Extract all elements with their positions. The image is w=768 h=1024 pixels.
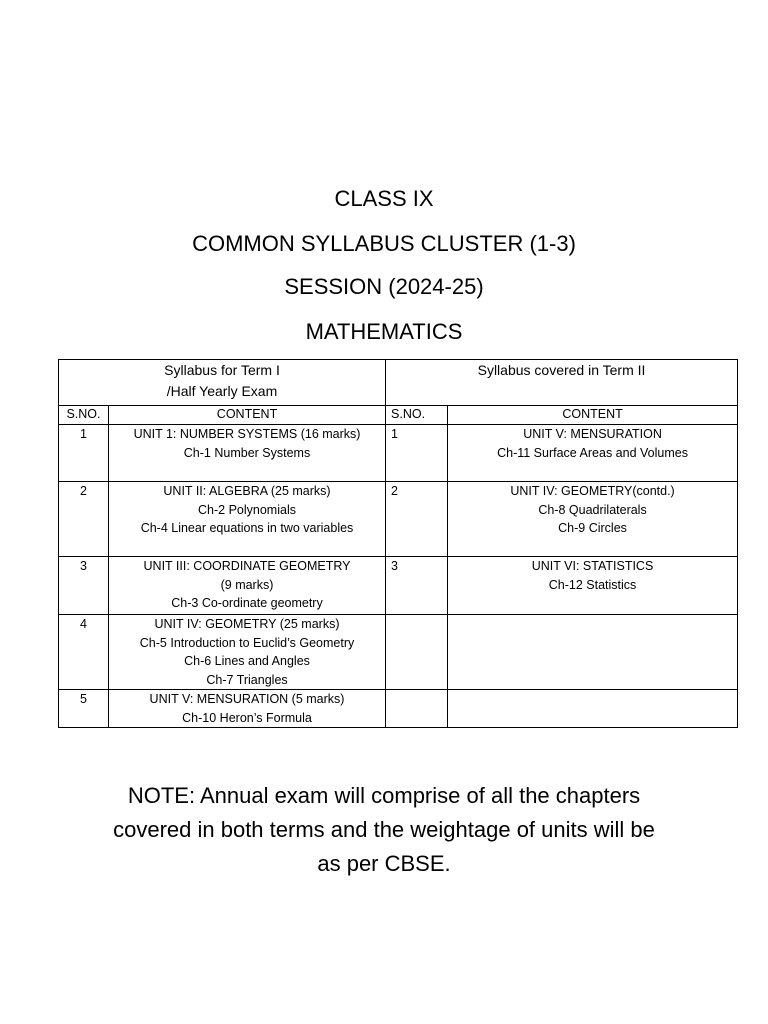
col-sno-term2: S.NO. [386,406,448,425]
note-paragraph [0,779,768,881]
note-line: NOTE: Annual exam will comprise of all the chapters [127,783,641,808]
content-line: Ch-11 Surface Areas and Volumes [497,445,688,460]
t1-content [109,425,386,482]
t2-sno: 3 [386,557,448,615]
table-header-row [59,360,738,406]
t1-sno: 3 [59,557,109,615]
content-line: Ch-3 Co-ordinate geometry [171,596,323,610]
t2-content [448,557,738,615]
t1-content [109,557,386,615]
term1-header-line: Syllabus for Term I [164,362,280,378]
t1-sno: 1 [59,425,109,482]
content-line: Ch-1 Number Systems [183,445,311,460]
content-line: UNIT 1: NUMBER SYSTEMS (16 marks) [133,427,361,441]
t1-content [109,482,386,557]
t1-sno: 5 [59,690,109,728]
content-line: Ch-6 Lines and Angles [184,654,310,668]
content-line: Ch-7 Triangles [206,672,288,687]
t2-sno: 1 [386,425,448,482]
content-line: UNIT III: COORDINATE GEOMETRY [143,559,351,573]
term1-header-line: /Half Yearly Exam [166,383,278,399]
content-line: UNIT V: MENSURATION [523,427,662,441]
t2-content [448,482,738,557]
content-line: Ch-5 Introduction to Euclid’s Geometry [139,635,355,650]
term2-header-line: Syllabus covered in Term II [477,362,646,378]
t2-content [448,690,738,728]
content-line: Ch-10 Heron’s Formula [182,710,312,725]
content-line: UNIT V: MENSURATION (5 marks) [149,692,345,706]
content-line: UNIT II: ALGEBRA (25 marks) [163,484,331,498]
table-row [59,557,738,615]
col-sno-term1: S.NO. [59,406,109,425]
content-line: UNIT IV: GEOMETRY (25 marks) [154,617,340,631]
note-line: covered in both terms and the weightage of units will be [113,817,655,842]
table-row [59,690,738,728]
t2-sno: 2 [386,482,448,557]
content-line: Ch-12 Statistics [548,577,637,592]
t2-content [448,615,738,690]
t2-sno [386,690,448,728]
content-line: UNIT IV: GEOMETRY(contd.) [510,484,675,498]
class-heading: CLASS IX [334,186,434,211]
cluster-heading: COMMON SYLLABUS CLUSTER (1-3) [192,231,576,256]
subject-heading: MATHEMATICS [305,319,463,344]
table-row [59,425,738,482]
column-header-row [59,406,738,425]
t2-sno [386,615,448,690]
term1-header [59,360,386,406]
content-line: (9 marks) [220,577,274,592]
note-line: as per CBSE. [317,851,451,876]
content-line: Ch-2 Polynomials [198,502,296,517]
t1-sno: 2 [59,482,109,557]
table-row [59,615,738,690]
col-content-term1: CONTENT [109,406,386,425]
col-content-term2: CONTENT [448,406,738,425]
content-line: Ch-4 Linear equations in two variables [140,521,354,535]
t1-content [109,690,386,728]
t1-content [109,615,386,690]
content-line: Ch-9 Circles [558,521,627,535]
content-line: UNIT VI: STATISTICS [531,559,654,573]
session-heading: SESSION (2024-25) [284,274,484,299]
t1-sno: 4 [59,615,109,690]
syllabus-table [58,359,738,728]
term2-header [386,360,738,406]
table-row [59,482,738,557]
t2-content [448,425,738,482]
content-line: Ch-8 Quadrilaterals [538,502,647,517]
